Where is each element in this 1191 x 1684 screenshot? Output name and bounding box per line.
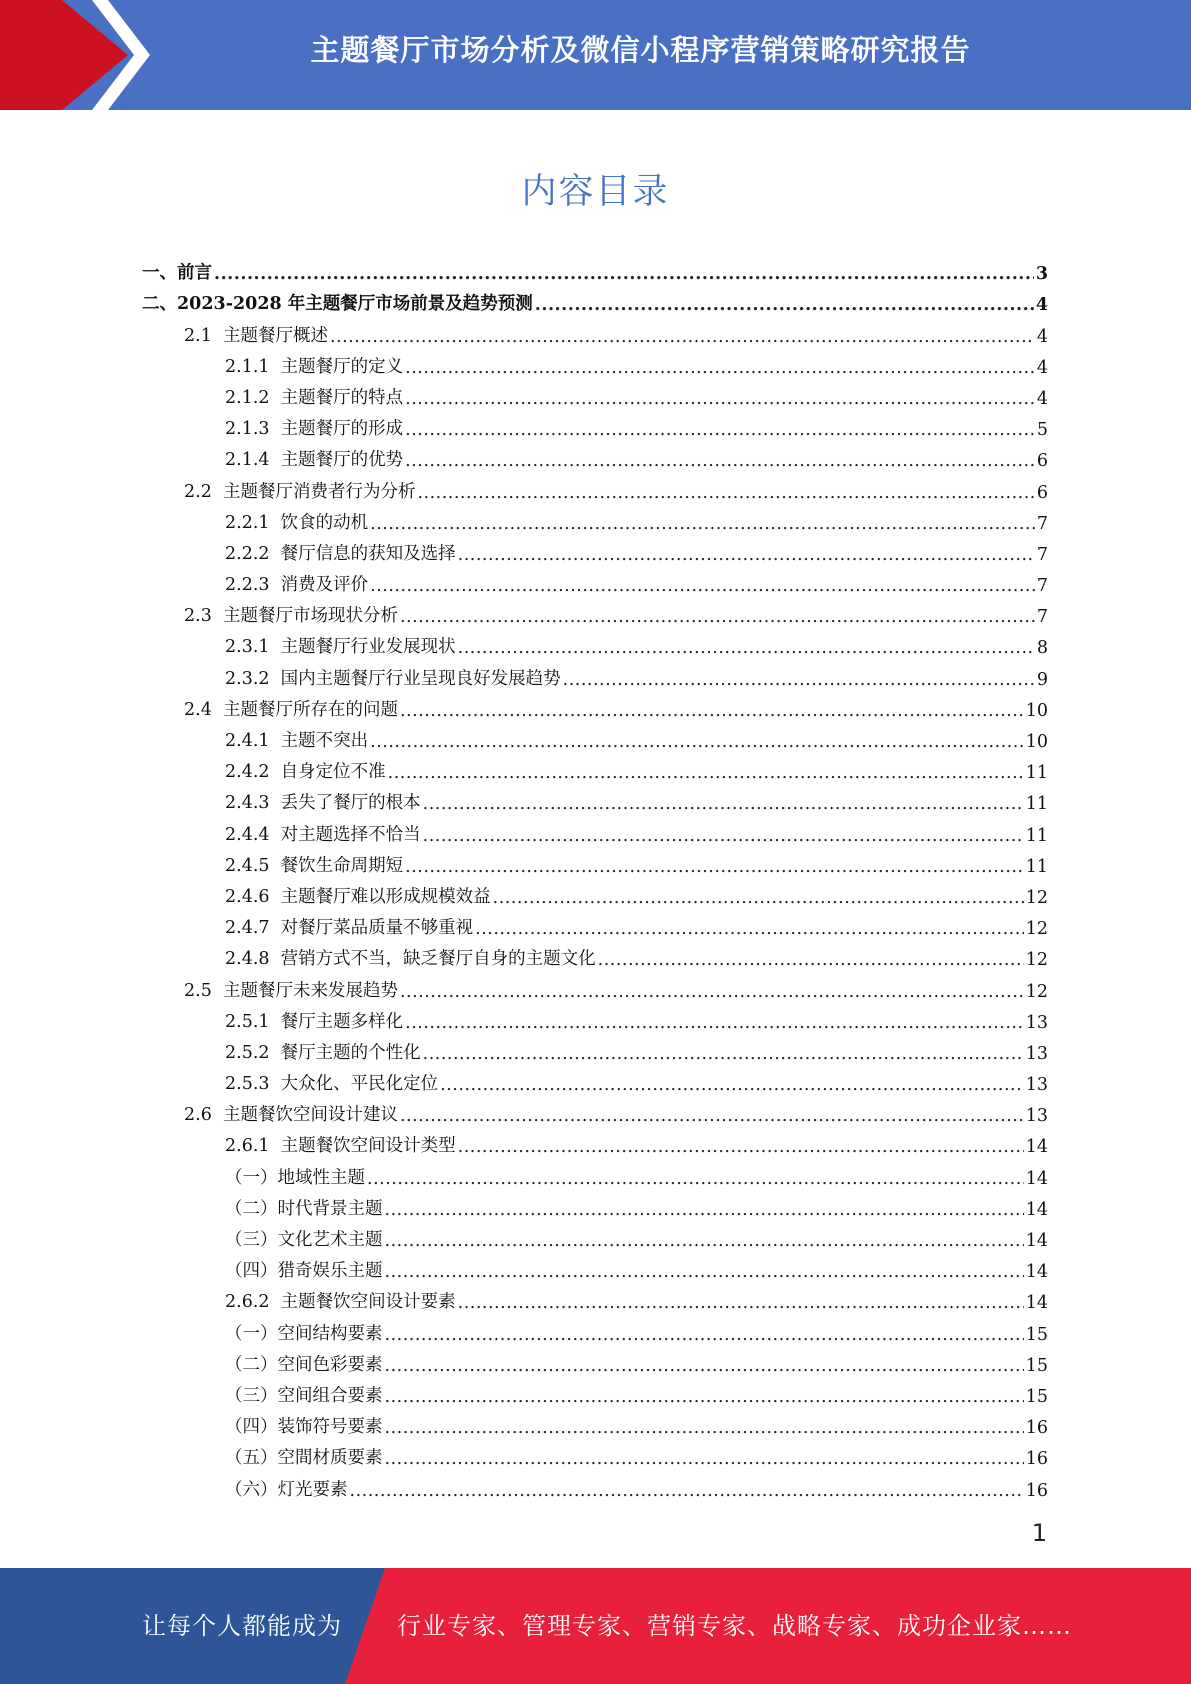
table-of-contents — [142, 253, 1048, 1501]
toc-entry-page: 12 — [1025, 950, 1048, 971]
toc-entry-label: 2.2 主题餐厅消费者行为分析 — [184, 481, 416, 502]
toc-entry[interactable] — [142, 1438, 1048, 1469]
toc-entry[interactable] — [142, 1220, 1048, 1251]
toc-entry-page: 16 — [1025, 1418, 1048, 1439]
toc-entry[interactable] — [142, 503, 1048, 534]
toc-entry[interactable] — [142, 347, 1048, 378]
toc-entry[interactable] — [142, 752, 1048, 783]
toc-dot-leader — [563, 670, 1035, 690]
toc-entry-page: 13 — [1025, 1106, 1048, 1127]
toc-entry-page: 9 — [1036, 669, 1048, 690]
toc-entry[interactable] — [142, 1126, 1048, 1157]
toc-entry[interactable] — [142, 658, 1048, 689]
toc-entry-label: 2.6.2 主题餐饮空间设计要素 — [225, 1292, 456, 1313]
toc-entry-label: （四）猎奇娱乐主题 — [225, 1261, 383, 1282]
page-number: 1 — [1031, 1519, 1047, 1547]
toc-entry-page: 12 — [1025, 919, 1048, 940]
toc-entry[interactable] — [142, 846, 1048, 877]
toc-entry[interactable] — [142, 378, 1048, 409]
toc-entry[interactable] — [142, 1033, 1048, 1064]
toc-entry[interactable] — [142, 1095, 1048, 1126]
toc-dot-leader — [400, 607, 1035, 627]
toc-entry-label: 2.2.3 消费及评价 — [225, 575, 369, 596]
toc-entry[interactable] — [142, 1251, 1048, 1282]
page-header — [0, 0, 1191, 110]
toc-entry-label: 2.4.4 对主题选择不恰当 — [225, 824, 421, 845]
toc-dot-leader — [385, 1262, 1024, 1282]
toc-entry-label: 2.3.2 国内主题餐厅行业呈现良好发展趋势 — [225, 668, 561, 689]
toc-entry[interactable] — [142, 814, 1048, 845]
toc-dot-leader — [385, 1231, 1024, 1251]
toc-entry[interactable] — [142, 565, 1048, 596]
toc-entry-page: 7 — [1036, 544, 1048, 565]
toc-entry-label: 2.5.1 餐厅主题多样化 — [225, 1011, 404, 1032]
toc-entry[interactable] — [142, 1157, 1048, 1188]
toc-entry-page: 16 — [1025, 1449, 1048, 1470]
toc-entry[interactable] — [142, 440, 1048, 471]
toc-dot-leader — [370, 732, 1024, 752]
toc-dot-leader — [423, 1044, 1024, 1064]
toc-entry[interactable] — [142, 471, 1048, 502]
toc-dot-leader — [400, 1106, 1024, 1126]
toc-entry-page: 15 — [1025, 1324, 1048, 1345]
toc-dot-leader — [405, 420, 1035, 440]
toc-dot-leader — [423, 794, 1024, 814]
toc-entry-page: 6 — [1036, 482, 1048, 503]
toc-entry[interactable] — [142, 1064, 1048, 1095]
toc-entry-label: 2.5 主题餐厅未来发展趋势 — [184, 980, 398, 1001]
toc-entry-label: （一）地域性主题 — [225, 1167, 365, 1188]
toc-entry[interactable] — [142, 1189, 1048, 1220]
toc-entry[interactable] — [142, 596, 1048, 627]
toc-entry-page: 4 — [1035, 295, 1048, 316]
toc-entry-label: （三）空间组合要素 — [225, 1385, 383, 1406]
toc-dot-leader — [535, 295, 1034, 315]
toc-entry-page: 4 — [1036, 388, 1048, 409]
toc-entry[interactable] — [142, 877, 1048, 908]
toc-entry-label: （四）装饰符号要素 — [225, 1417, 383, 1438]
page-footer — [0, 1568, 1191, 1684]
toc-dot-leader — [440, 1075, 1024, 1095]
toc-entry-label: 2.4.1 主题不突出 — [225, 731, 369, 751]
toc-entry-page: 11 — [1025, 763, 1048, 784]
toc-entry-page: 14 — [1025, 1231, 1048, 1251]
toc-entry-label: 一、前言 — [142, 263, 212, 284]
toc-entry-page: 13 — [1025, 1012, 1048, 1033]
toc-dot-leader — [330, 327, 1035, 347]
toc-dot-leader — [458, 545, 1035, 565]
toc-dot-leader — [385, 1200, 1024, 1220]
footer-slogan-left: 让每个人都能成为 — [142, 1612, 342, 1640]
toc-entry-label: （三）文化艺术主题 — [225, 1230, 383, 1250]
toc-dot-leader — [400, 982, 1024, 1002]
toc-dot-leader — [385, 1356, 1024, 1376]
toc-entry-page: 13 — [1025, 1075, 1048, 1096]
toc-dot-leader — [405, 389, 1035, 409]
toc-dot-leader — [385, 1449, 1024, 1469]
toc-entry-page: 4 — [1036, 326, 1048, 347]
toc-entry-label: 2.2.2 餐厅信息的获知及选择 — [225, 543, 456, 564]
toc-entry-label: 2.1.4 主题餐厅的优势 — [225, 450, 404, 471]
toc-entry-label: 2.4.6 主题餐厅难以形成规模效益 — [225, 886, 491, 907]
toc-entry[interactable] — [142, 315, 1048, 346]
toc-entry[interactable] — [142, 783, 1048, 814]
toc-entry-label: （一）空间结构要素 — [225, 1323, 383, 1344]
toc-entry-label: 2.4 主题餐厅所存在的问题 — [184, 699, 398, 720]
toc-entry-label: 2.6 主题餐饮空间设计建议 — [184, 1105, 398, 1126]
toc-entry[interactable] — [142, 1002, 1048, 1033]
toc-entry-page: 14 — [1025, 1199, 1048, 1220]
toc-entry-label: 2.2.1 饮食的动机 — [225, 512, 369, 533]
toc-entry-page: 14 — [1025, 1293, 1048, 1314]
toc-entry-page: 11 — [1025, 825, 1048, 846]
toc-entry-page: 15 — [1025, 1355, 1048, 1376]
toc-entry[interactable] — [142, 721, 1048, 752]
toc-entry-page: 10 — [1025, 700, 1048, 721]
report-title: 主题餐厅市场分析及微信小程序营销策略研究报告 — [310, 33, 971, 67]
toc-entry-label: 2.3.1 主题餐厅行业发展现状 — [225, 637, 456, 658]
toc-entry-page: 6 — [1036, 451, 1048, 472]
toc-entry[interactable] — [142, 1407, 1048, 1438]
toc-entry-label: （二）时代背景主题 — [225, 1198, 383, 1219]
toc-entry-label: 2.1.1 主题餐厅的定义 — [225, 356, 404, 377]
toc-title: 内容目录 — [521, 172, 670, 212]
toc-entry[interactable] — [142, 970, 1048, 1001]
toc-dot-leader — [417, 483, 1034, 503]
toc-dot-leader — [214, 264, 1034, 284]
toc-entry-page: 16 — [1025, 1480, 1048, 1501]
toc-entry-page: 15 — [1025, 1386, 1048, 1407]
toc-entry-label: 2.4.7 对餐厅菜品质量不够重视 — [225, 918, 474, 939]
toc-entry[interactable] — [142, 1282, 1048, 1313]
toc-entry-label: （二）空间色彩要素 — [225, 1354, 383, 1375]
toc-dot-leader — [458, 638, 1035, 658]
toc-entry[interactable] — [142, 534, 1048, 565]
toc-entry-label: 2.3 主题餐厅市场现状分析 — [184, 606, 398, 627]
toc-entry-label: 2.1.3 主题餐厅的形成 — [225, 419, 404, 440]
toc-entry[interactable] — [142, 908, 1048, 939]
toc-dot-leader — [598, 950, 1024, 970]
toc-entry-label: 2.4.3 丢失了餐厅的根本 — [225, 793, 421, 814]
toc-entry-label: 2.4.5 餐饮生命周期短 — [225, 855, 404, 876]
toc-entry-label: 2.4.8 营销方式不当，缺乏餐厅自身的主题文化 — [225, 949, 596, 970]
toc-entry-page: 14 — [1025, 1168, 1048, 1189]
toc-dot-leader — [388, 763, 1024, 783]
toc-entry-page: 7 — [1036, 607, 1048, 628]
toc-entry[interactable] — [142, 284, 1048, 315]
toc-entry[interactable] — [142, 253, 1048, 284]
toc-entry-page: 10 — [1025, 732, 1048, 752]
toc-entry[interactable] — [142, 939, 1048, 970]
toc-entry[interactable] — [142, 409, 1048, 440]
toc-entry-page: 11 — [1025, 794, 1048, 815]
toc-entry[interactable] — [142, 690, 1048, 721]
toc-entry[interactable] — [142, 1376, 1048, 1407]
toc-dot-leader — [367, 1169, 1024, 1189]
toc-entry-page: 12 — [1025, 887, 1048, 908]
toc-dot-leader — [458, 1137, 1024, 1157]
toc-dot-leader — [475, 919, 1024, 939]
toc-dot-leader — [405, 857, 1024, 877]
toc-dot-leader — [458, 1293, 1024, 1313]
toc-entry[interactable] — [142, 1313, 1048, 1344]
toc-entry[interactable] — [142, 627, 1048, 658]
toc-dot-leader — [350, 1481, 1024, 1501]
toc-entry-label: 二、2023-2028 年主题餐厅市场前景及趋势预测 — [142, 294, 533, 315]
toc-entry-label: （五）空間材质要素 — [225, 1448, 383, 1469]
toc-entry-label: （六）灯光要素 — [225, 1479, 348, 1500]
toc-entry[interactable] — [142, 1469, 1048, 1500]
toc-dot-leader — [370, 576, 1035, 596]
toc-dot-leader — [493, 888, 1024, 908]
toc-entry-label: 2.5.2 餐厅主题的个性化 — [225, 1042, 421, 1063]
toc-entry[interactable] — [142, 1345, 1048, 1376]
toc-dot-leader — [405, 1013, 1024, 1033]
toc-entry-page: 13 — [1025, 1043, 1048, 1064]
toc-dot-leader — [370, 514, 1035, 534]
toc-entry-label: 2.1.2 主题餐厅的特点 — [225, 387, 404, 408]
toc-entry-label: 2.1 主题餐厅概述 — [184, 325, 328, 346]
toc-entry-page: 7 — [1036, 513, 1048, 534]
toc-entry-page: 12 — [1025, 981, 1048, 1002]
toc-entry-page: 5 — [1036, 420, 1048, 441]
toc-dot-leader — [405, 451, 1035, 471]
toc-dot-leader — [423, 826, 1024, 846]
toc-entry-page: 14 — [1025, 1262, 1048, 1283]
toc-dot-leader — [385, 1325, 1024, 1345]
toc-entry-label: 2.5.3 大众化、平民化定位 — [225, 1074, 439, 1095]
toc-entry-label: 2.4.2 自身定位不准 — [225, 762, 386, 783]
toc-dot-leader — [385, 1418, 1024, 1438]
toc-dot-leader — [405, 358, 1035, 378]
toc-entry-page: 14 — [1025, 1137, 1048, 1158]
toc-entry-page: 7 — [1036, 576, 1048, 597]
toc-entry-page: 3 — [1035, 264, 1048, 285]
toc-dot-leader — [385, 1387, 1024, 1407]
toc-entry-label: 2.6.1 主题餐饮空间设计类型 — [225, 1136, 456, 1157]
toc-entry-page: 4 — [1036, 357, 1048, 378]
footer-slogan-right: 行业专家、管理专家、营销专家、战略专家、成功企业家…… — [397, 1612, 1072, 1640]
toc-entry-page: 11 — [1025, 856, 1048, 877]
toc-dot-leader — [400, 701, 1024, 721]
toc-entry-page: 8 — [1036, 638, 1048, 659]
